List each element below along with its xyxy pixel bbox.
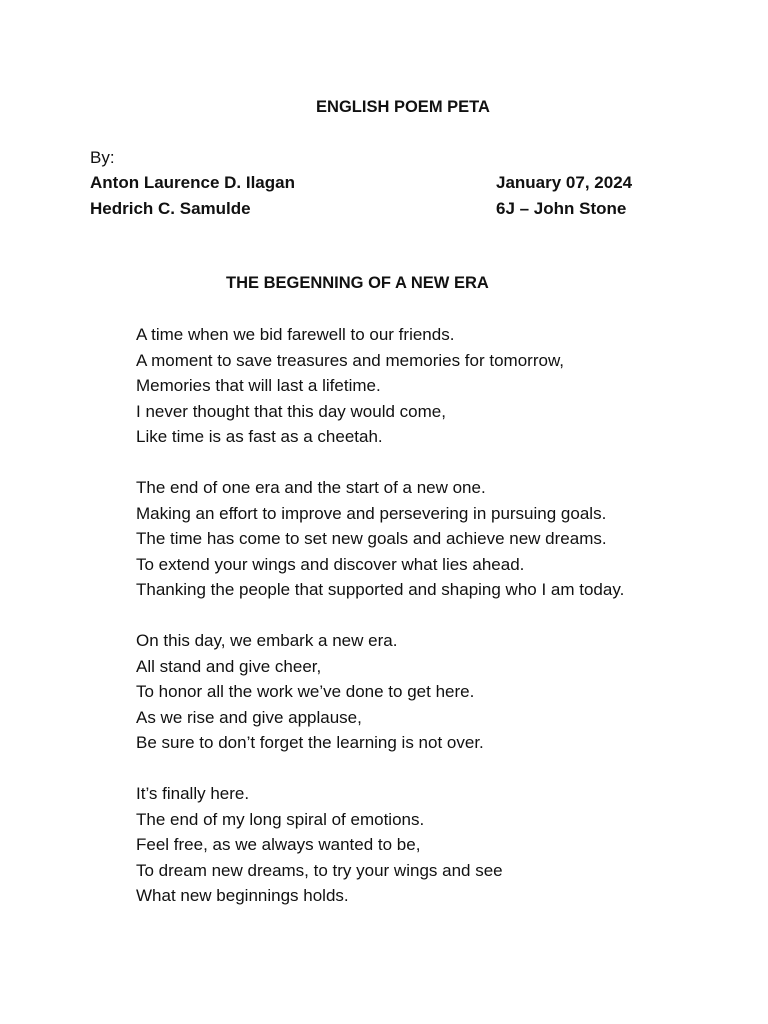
poem-line: To honor all the work we’ve done to get here. — [136, 682, 475, 701]
poem-line: As we rise and give applause, — [136, 707, 362, 727]
poem-line: All stand and give cheer, — [136, 656, 322, 676]
poem-line: What new beginnings holds. — [136, 886, 349, 905]
poem-line: On this day, we embark a new era. — [136, 631, 398, 650]
poem-line: To extend your wings and discover what lies ahead. — [136, 554, 525, 574]
poem-line: Feel free, as we always wanted to be, — [136, 835, 421, 854]
poem-line: Memories that will last a lifetime. — [136, 376, 381, 395]
section-name: 6J – John Stone — [496, 199, 627, 218]
by-label: By: — [90, 148, 115, 167]
poem-line: The end of my long spiral of emotions. — [136, 809, 425, 829]
poem-line: I never thought that this day would come, — [136, 401, 446, 421]
poem-body — [136, 322, 756, 934]
poem-line: The time has come to set new goals and achieve new dreams. — [136, 529, 607, 548]
poem-line: Thanking the people that supported and shaping who I am today. — [136, 580, 625, 599]
poem-line: To dream new dreams, to try your wings and see — [136, 860, 503, 880]
poem-line: It’s finally here. — [136, 784, 250, 803]
stanza-4 — [136, 781, 756, 909]
poem-line: Like time is as fast as a cheetah. — [136, 427, 383, 446]
author-name-1: Anton Laurence D. Ilagan — [90, 173, 295, 192]
poem-line: A time when we bid farewell to our friends. — [136, 325, 455, 344]
submission-date: January 07, 2024 — [496, 173, 633, 192]
poem-line: The end of one era and the start of a new one. — [136, 478, 486, 497]
poem-line: Making an effort to improve and persevering in pursuing goals. — [136, 503, 607, 523]
poem-line: Be sure to don’t forget the learning is not over. — [136, 733, 484, 752]
stanza-2 — [136, 475, 756, 603]
stanza-1 — [136, 322, 756, 450]
stanza-3 — [136, 628, 756, 756]
document-title: ENGLISH POEM PETA — [316, 98, 490, 116]
author-name-2: Hedrich C. Samulde — [90, 199, 251, 218]
poem-title: THE BEGENNING OF A NEW ERA — [226, 274, 489, 292]
poem-line: A moment to save treasures and memories for tomorrow, — [136, 350, 565, 370]
